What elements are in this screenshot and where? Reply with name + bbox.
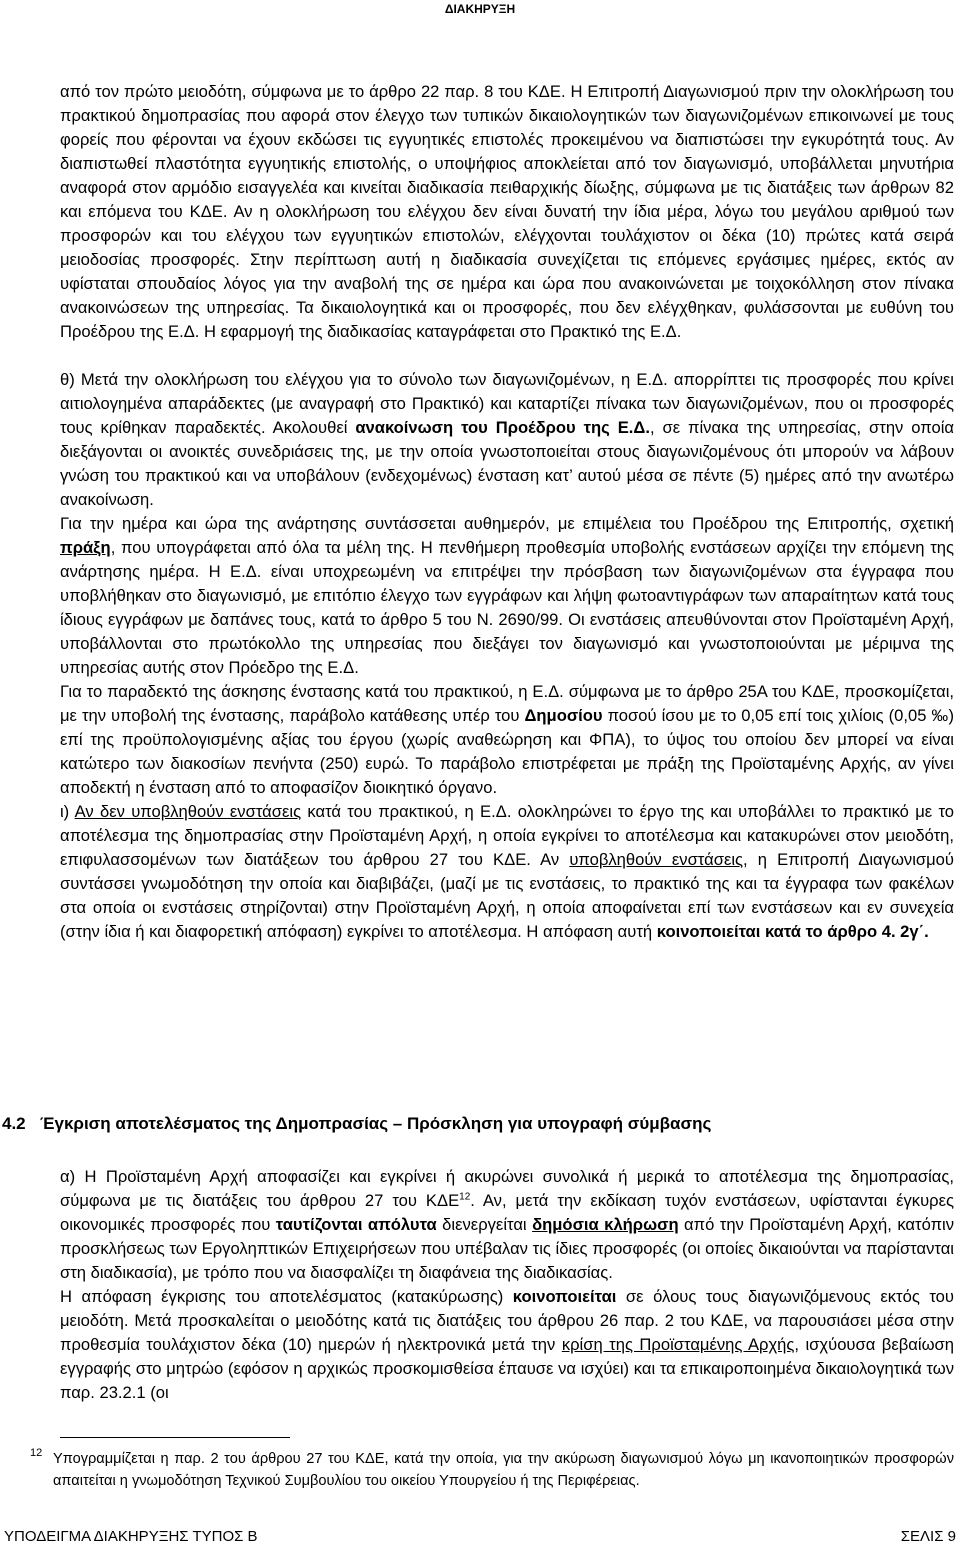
paragraph-objection-fee: Για το παραδεκτό της άσκησης ένστασης κατά του πρακτικού, η Ε.Δ. σύμφωνα με το άρθρο 25Α του ΚΔΕ, προσκομίζεται, με την υποβολή της ένστασης, παράβολο κατάθεσης υπέρ του Δημοσίου ποσού ίσου με το 0,05 επί τοις χιλίοις (0,05 ‰) επί της προϋπολογισμένης αξίας του έργου (χωρίς αναθεώρηση και ΦΠΑ), το ύψος του οποίου δεν μπορεί να είναι κατώτερο των διακοσίων πενήντα (250) ευρώ. Το παράβολο επιστρέφεται με πράξη της Προϊσταμένης Αρχής, αν γίνει αποδεκτή η ένσταση από το αποφασίζον διοικητικό όργανο. (60, 682, 954, 797)
section-title: Έγκριση αποτελέσματος της Δημοπρασίας – Πρόσκληση για υπογραφή σύμβασης (40, 1114, 712, 1133)
paragraph-theta: θ) Μετά την ολοκλήρωση του ελέγχου για το σύνολο των διαγωνιζομένων, η Ε.Δ. απορρίπτει τις προσφορές που κρίνει αιτιολογημένα απαράδεκτες (με αναγραφή στο Πρακτικό) και καταρτίζει πίνακα των διαγωνιζομένων, που οι προσφορές τους κρίθηκαν παραδεκτές. Ακολουθεί ανακοίνωση του Προέδρου της Ε.Δ., σε πίνακα της υπηρεσίας, στην οποία διεξάγονται οι ανοικτές συνεδριάσεις της, με την οποία γνωστοποιείται στους διαγωνιζομένους ότι μπορούν να λάβουν γνώση του πρακτικού και να υποβάλουν (ενδεχομένως) ένσταση κατ’ αυτού μέσα σε πέντε (5) ημέρες από την ανωτέρω ανακοίνωση. (60, 370, 954, 509)
paragraph-iota: ι) Αν δεν υποβληθούν ενστάσεις κατά του πρακτικού, η Ε.Δ. ολοκληρώνει το έργο της και υποβάλλει το πρακτικό με το αποτέλεσμα της δημοπρασίας στην Προϊσταμένη Αρχή, η οποία εγκρίνει το αποτέλεσμα και κατακυρώνει στον μειοδότη, επιφυλασσομένων των διατάξεων του άρθρου 27 του ΚΔΕ. Αν υποβληθούν ενστάσεις, η Επιτροπή Διαγωνισμού συντάσσει γνωμοδότηση την οποία και διαβιβάζει, (μαζί με τις ενστάσεις, το πρακτικό της και τα έγγραφα των φακέλων στα οποία οι ενστάσεις στηρίζονται) στην Προϊσταμένη Αρχή, η οποία αποφαίνεται επί των ενστάσεων και εν συνεχεία (στην ίδια ή και διαφορετική απόφαση) εγκρίνει το αποτέλεσμα. Η απόφαση αυτή κοινοποιείται κατά το άρθρο 4. 2γ΄. (60, 802, 954, 941)
page-footer (4, 1526, 956, 1548)
paragraph-posting-act: Για την ημέρα και ώρα της ανάρτησης συντάσσεται αυθημερόν, με επιμέλεια του Προέδρου της Επιτροπής, σχετική πράξη, που υπογράφεται από όλα τα μέλη της. Η πενθήμερη προθεσμία υποβολής ενστάσεων αρχίζει την επόμενη της ανάρτησης ημέρα. Η Ε.Δ. είναι υποχρεωμένη να επιτρέψει την πρόσβαση των διαγωνιζομένων στα έγγραφα που υποβλήθηκαν στο διαγωνισμό, με επιτόπιο έλεγχο των εγγράφων και λήψη φωτοαντιγράφων των απαραίτητων κατά τους ίδιους εγγράφων με δαπάνες τους, κατά το άρθρο 5 του Ν. 2690/99. Οι ενστάσεις απευθύνονται στον Προϊσταμένη Αρχή, υποβάλλονται στο πρωτόκολλο της υπηρεσίας που διεξάγει τον διαγωνισμό και γνωστοποιούνται με μέριμνα της υπηρεσίας αυτής στον Πρόεδρο της Ε.Δ. (60, 514, 954, 677)
bold-notified: κοινοποιείται (512, 1287, 617, 1306)
main-text-block (60, 80, 954, 944)
page-header (0, 0, 960, 18)
section-number: 4.2 (2, 1114, 26, 1133)
bold-public: Δημοσίου (524, 706, 603, 725)
underlined-objections-filed: υποβληθούν ενστάσεις (569, 850, 744, 869)
footer-page-number: ΣΕΛΙΣ 9 (900, 1528, 956, 1545)
bold-underlined-public-draw: δημόσια κλήρωση (532, 1215, 679, 1234)
bold-underlined-act: πράξη (60, 538, 111, 557)
underlined-no-objections: Αν δεν υποβληθούν ενστάσεις (74, 802, 302, 821)
bold-identical: ταυτίζονται απόλυτα (275, 1215, 437, 1234)
footnote-separator (60, 1437, 290, 1438)
paragraph-award-decision: Η απόφαση έγκρισης του αποτελέσματος (κατακύρωσης) κοινοποιείται σε όλους τους διαγωνιζόμενους εκτός του μειοδότη. Μετά προσκαλείται ο μειοδότης κατά τις διατάξεις του άρθρου 26 παρ. 2 του ΚΔΕ, να παρουσιάσει μέσα στην προθεσμία τουλάχιστον δέκα (10) ημερών ή ηλεκτρονικά μετά την κρίση της Προϊσταμένης Αρχής, ισχύουσα βεβαίωση εγγραφής στο μητρώο (εφόσον η αρχικώς προσκομισθείσα έπαυσε να ισχύει) και τα επικαιροποιημένα δικαιολογητικά των παρ. 23.2.1 (οι (60, 1287, 954, 1402)
bold-notified-article: κοινοποιείται κατά το άρθρο 4. 2γ΄. (656, 922, 929, 941)
footnote-text: Υπογραμμίζεται η παρ. 2 του άρθρου 27 του ΚΔΕ, κατά την οποία, για την ακύρωση διαγωνισμού λόγω μη ικανοποιητικών προσφορών απαιτείται η γνωμοδότηση Τεχνικού Συμβουλίου του οικείου Υπουργείου ή της Περιφέρειας. (53, 1451, 954, 1489)
paragraph-alpha: α) Η Προϊσταμένη Αρχή αποφασίζει και εγκρίνει ή ακυρώνει συνολικά ή μερικά το αποτέλεσμα της δημοπρασίας, σύμφωνα με τις διατάξεις του άρθρου 27 του ΚΔΕ$^{12}$. Αν, μετά την εκδίκαση τυχόν ενστάσεων, υφίστανται έγκυρες οικονομικές προσφορές που ταυτίζονται απόλυτα διενεργείται δημόσια κλήρωση από την Προϊσταμένη Αρχή, κατόπιν προσκλήσεως των Εργοληπτικών Επιχειρήσεων που υπέβαλαν τις ίδιες προσφορές (οι οποίες δικαιούνται να παρίστανται στη διαδικασία), με τρόπο που να διασφαλίζει τη διαφάνεια της διαδικασίας. (60, 1167, 955, 1282)
section-text-block (60, 1165, 954, 1405)
footer-document-type: ΥΠΟΔΕΙΓΜΑ ΔΙΑΚΗΡΥΞΗΣ ΤΥΠΟΣ Β (4, 1528, 258, 1545)
footnote (30, 1448, 954, 1492)
header-title: ΔΙΑΚΗΡΥΞΗ (444, 2, 516, 16)
underlined-authority-judgment: κρίση της Προϊσταμένης Αρχής (561, 1335, 795, 1354)
bold-announcement: ανακοίνωση του Προέδρου της Ε.Δ. (355, 418, 650, 437)
footnote-reference: 12 (459, 1191, 471, 1203)
paragraph-committee-check: από τον πρώτο μειοδότη, σύμφωνα με το άρθρο 22 παρ. 8 του ΚΔΕ. Η Επιτροπή Διαγωνισμού πριν την ολοκλήρωση του πρακτικού δημοπρασίας που αφορά στον έλεγχο των τυπικών δικαιολογητικών των διαγωνιζομένων επικοινωνεί με τους φορείς που φέρονται να έχουν εκδώσει τις εγγυητικές επιστολές προκειμένου να διαπιστώσει την εγκυρότητά τους. Αν διαπιστωθεί πλαστότητα εγγυητικής επιστολής, ο υποψήφιος αποκλείεται από τον διαγωνισμό, υποβάλλεται μηνυτήρια αναφορά στον αρμόδιο εισαγγελέα και κινείται διαδικασία πειθαρχικής δίωξης, σύμφωνα με τις διατάξεις των άρθρων 82 και επόμενα του ΚΔΕ. Αν η ολοκλήρωση του ελέγχου δεν είναι δυνατή την ίδια μέρα, λόγω του μεγάλου αριθμού των προσφορών και του ελέγχου των εγγυητικών επιστολών, ελέγχονται τουλάχιστον οι δέκα (10) πρώτες κατά σειρά μειοδοσίας προσφορές. Στην περίπτωση αυτή η διαδικασία συνεχίζεται τις επόμενες εργάσιμες ημέρες, εκτός αν υφίσταται σπουδαίος λόγος για την αναβολή της σε ημέρα και ώρα που ανακοινώνεται με τοιχοκόλληση στον πίνακα ανακοινώσεων της υπηρεσίας. Τα δικαιολογητικά και οι προσφορές, που δεν ελέγχθηκαν, φυλάσσονται με ευθύνη του Προέδρου της Ε.Δ. Η εφαρμογή της διαδικασίας καταγράφεται στο Πρακτικό της Ε.Δ. (60, 82, 954, 341)
section-heading (2, 1112, 952, 1136)
footnote-number: 12 (30, 1447, 43, 1459)
